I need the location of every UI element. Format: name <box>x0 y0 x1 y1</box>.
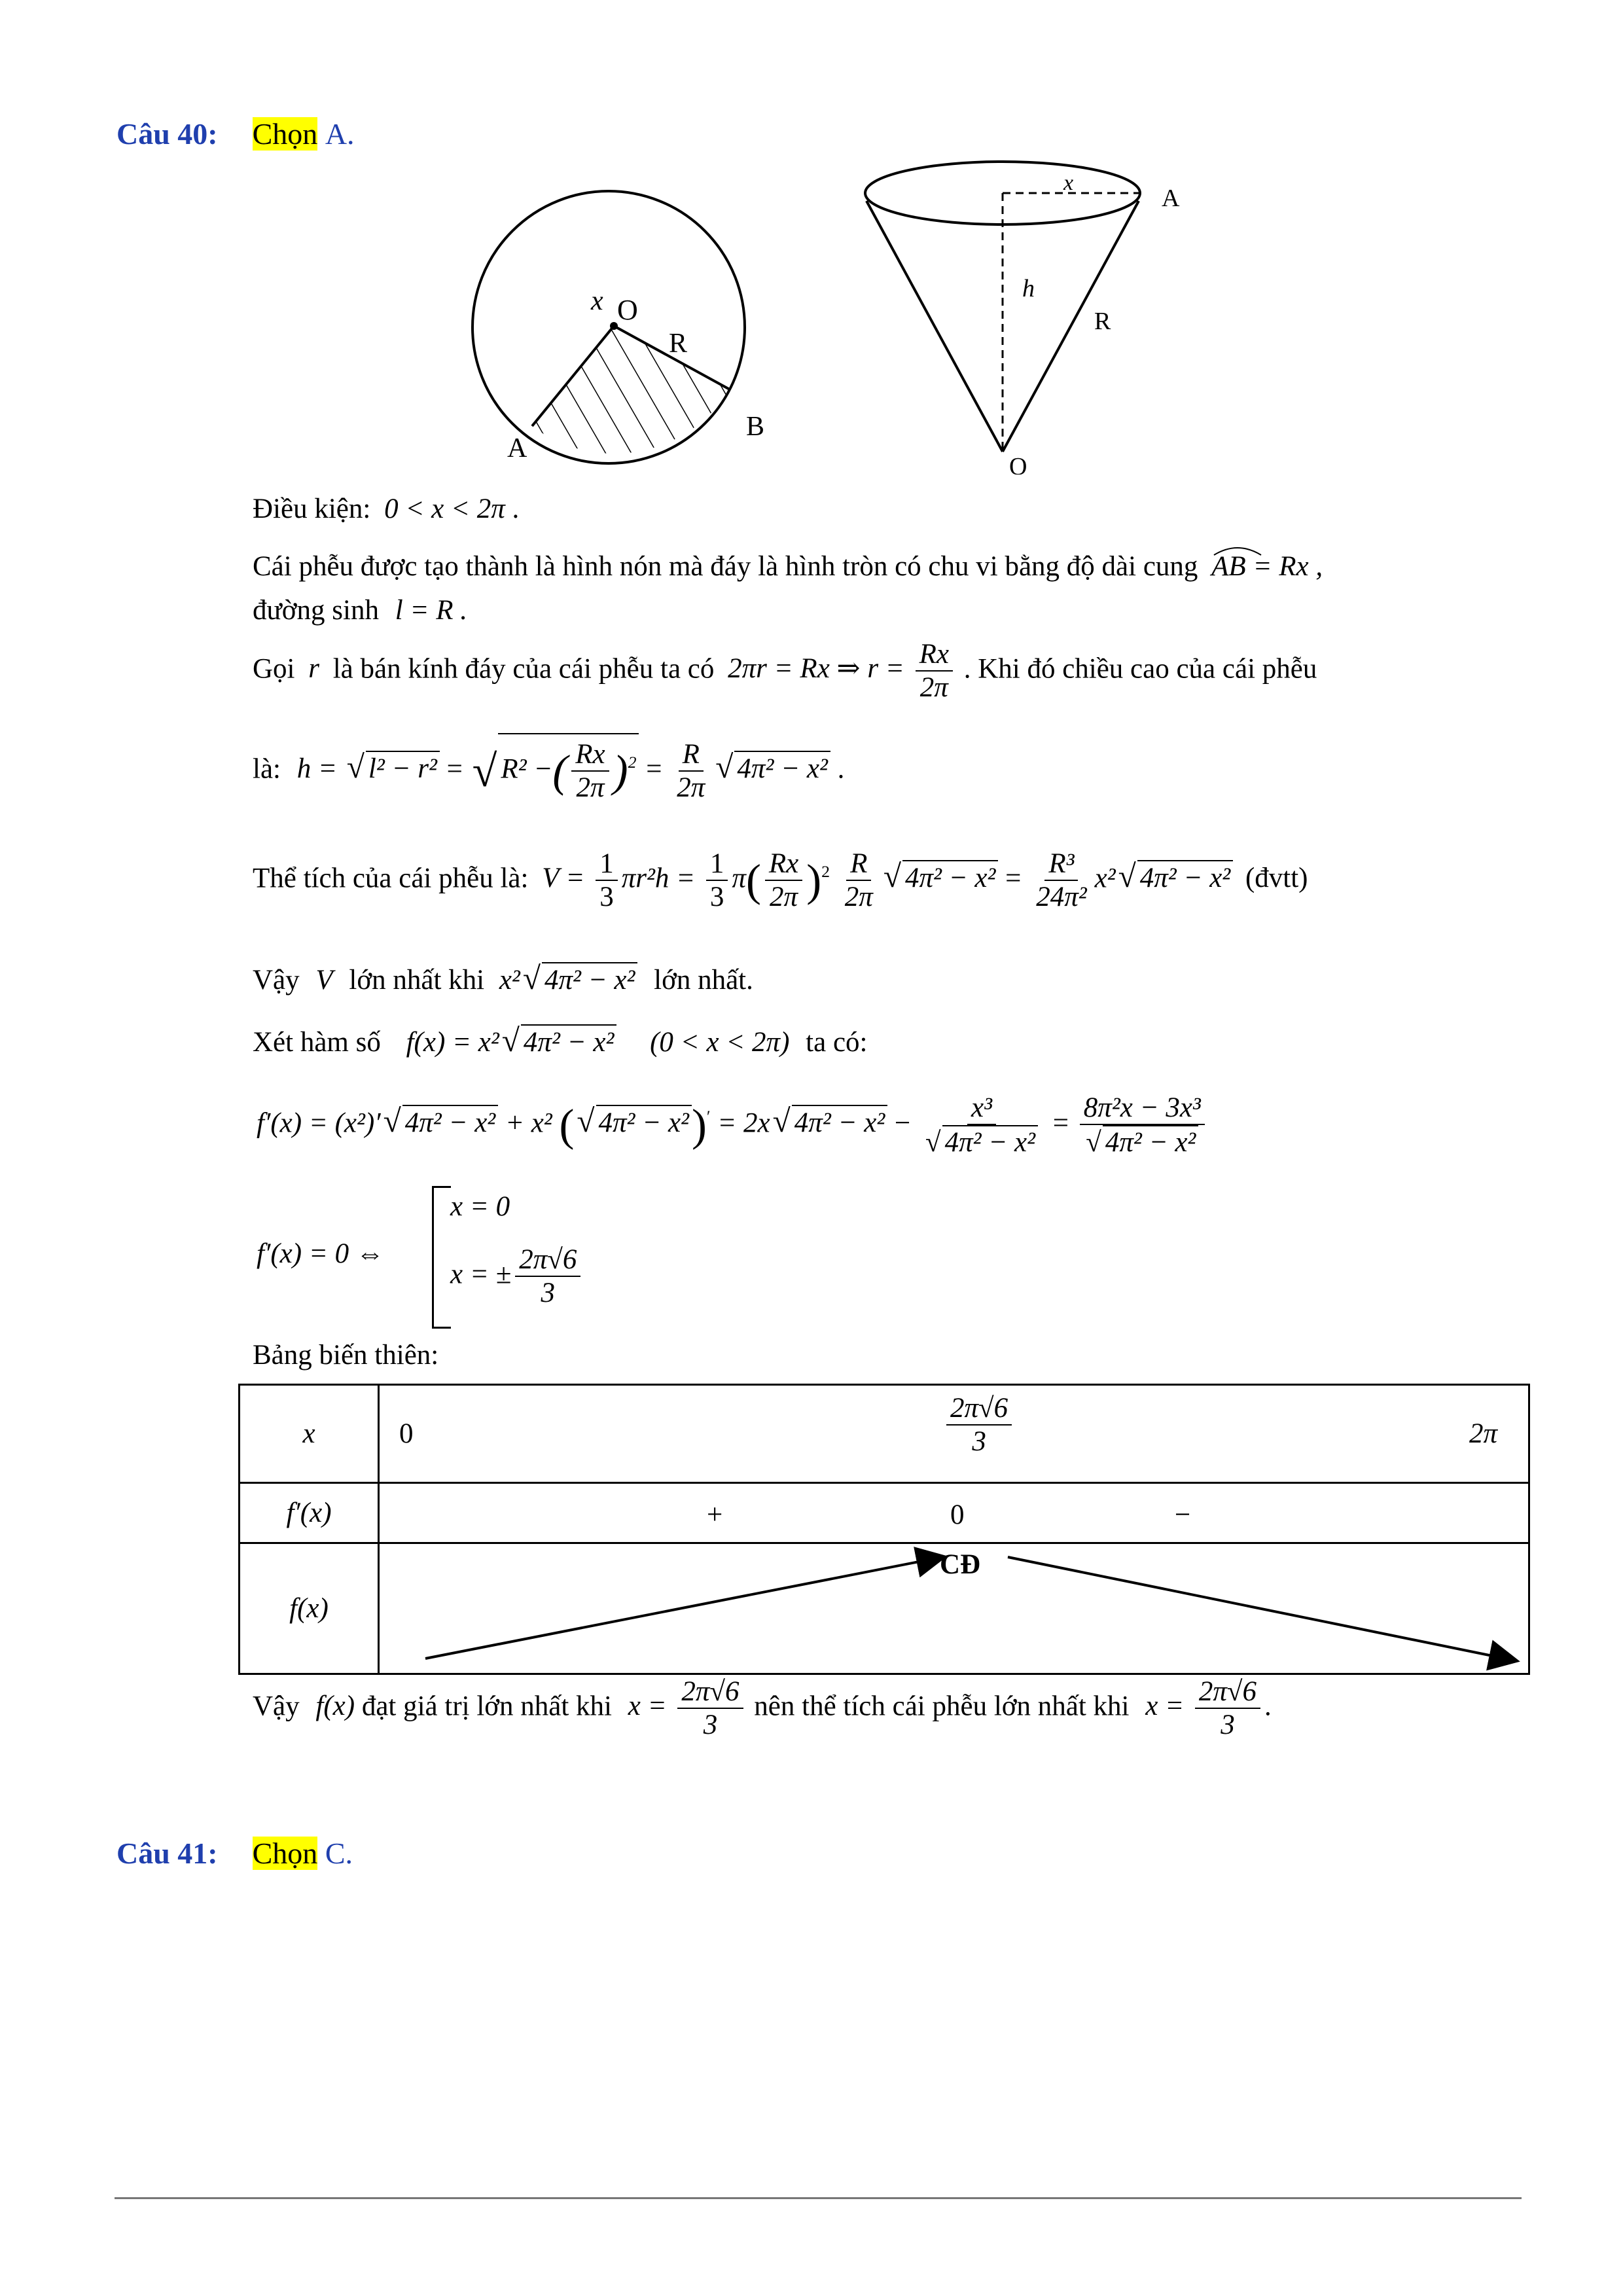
p5-text-a: Vậy <box>253 965 300 996</box>
bbt-fp-plus: + <box>707 1499 723 1530</box>
c-x: x = <box>628 1691 667 1722</box>
p2-r: r <box>308 653 319 685</box>
paren-open: ( <box>552 746 568 797</box>
d-eq2: = <box>1052 1107 1069 1139</box>
d-plus: + x² <box>505 1107 552 1139</box>
c-f: f(x) <box>315 1691 355 1722</box>
fig2-label-h: h <box>1022 275 1035 302</box>
p6-text-a: Xét hàm số <box>253 1027 381 1058</box>
fig2-label-R: R <box>1094 308 1111 335</box>
fig1-label-B: B <box>746 412 765 442</box>
cone-left-side <box>866 201 1003 452</box>
sqrt-icon: √ <box>577 1103 595 1139</box>
p4-text: Thể tích của cái phễu là: <box>253 863 529 894</box>
sqrt-icon: √ <box>501 1022 520 1058</box>
p4-pr2h: πr²h = <box>621 863 696 894</box>
bbt-arrows <box>380 1544 1528 1675</box>
paragraph-2 <box>253 638 1317 704</box>
d-frac2-num: 8π²x − 3x³ <box>1080 1092 1205 1125</box>
question-41-header <box>116 1836 353 1871</box>
fig1-label-R: R <box>669 329 688 359</box>
paren-close: ) <box>613 746 628 797</box>
cone-right-side <box>1003 201 1139 452</box>
sqrt-icon-large: √ <box>472 746 497 797</box>
c-end: . <box>1264 1691 1272 1722</box>
p2-text-a: Gọi <box>253 653 295 685</box>
sqrt-icon: √ <box>346 749 365 785</box>
p3-root2: R² −( $\frac{Rx}{2\pi}$ )$^2$ <box>498 733 639 804</box>
d-frac1-num: x³ <box>967 1092 996 1125</box>
bbt-x-label: x <box>240 1385 379 1483</box>
d-frac2 <box>1080 1092 1205 1159</box>
bbt-x0: 0 <box>399 1418 414 1449</box>
question-40-label: Câu 40: <box>116 117 218 151</box>
p4-frac-rx <box>765 848 802 914</box>
p3-frac-den: 2π <box>576 772 605 804</box>
p5-text-b: lớn nhất khi <box>349 965 485 996</box>
answer-letter: C. <box>325 1837 353 1870</box>
figure-cone <box>851 160 1204 475</box>
c-frac2 <box>1195 1676 1260 1742</box>
p1-text: Cái phễu được tạo thành là hình nón mà đáy là hình tròn có chu vi bằng độ dài cung <box>253 551 1198 582</box>
p3-text: là: <box>253 753 281 785</box>
sqrt-icon: √ <box>1118 858 1136 895</box>
p6-domain: (0 < x < 2π) <box>650 1027 790 1058</box>
condition-label: Điều kiện: <box>253 493 371 524</box>
question-41-label: Câu 41: <box>116 1837 218 1870</box>
arc-label: AB <box>1211 551 1246 582</box>
z-case1: x = 0 <box>450 1191 510 1222</box>
d-lhs: f′(x) = (x²)′ <box>257 1107 381 1139</box>
bbt-f-max: CĐ <box>940 1549 981 1580</box>
p4-frac-third2 <box>706 848 728 914</box>
paragraph-4: Thể tích của cái phễu là: V = $\frac{1}{3}$ πr²h = $\frac{1}{3}$ π( $\frac{Rx}{2\pi}$ )$^2$ $\frac{R}{2\pi}$ √ 4π² − x² = $\frac{\text{R³}}{\text{24π²}}$ x²√ 4π² − x² (đvtt) <box>253 848 1308 913</box>
choose-label: Chọn <box>252 117 318 151</box>
z-case2-lhs: x = ± <box>450 1259 512 1290</box>
question-40-header <box>116 117 355 151</box>
c-text-a: Vậy <box>253 1691 300 1722</box>
paragraph-1b <box>253 594 467 628</box>
fig2-label-A: A <box>1162 185 1180 212</box>
arc-AB <box>1211 551 1253 582</box>
sqrt-icon: √ <box>715 749 734 785</box>
p3-root2-a: R² − <box>501 753 553 785</box>
bbt-f-row <box>379 1543 1529 1674</box>
c-frac2-num: 2π√6 <box>1195 1676 1260 1709</box>
arc-symbol <box>1211 543 1264 556</box>
p4-root: 4π² − x² <box>902 860 998 895</box>
arrow-increasing <box>425 1557 942 1659</box>
bbt-fp-label: f′(x) <box>240 1483 379 1543</box>
figure-circle-sector <box>471 177 772 478</box>
p1b-math: l = R . <box>395 595 467 626</box>
p6-root: 4π² − x² <box>521 1024 616 1060</box>
p3-eq: = <box>446 753 463 785</box>
d-frac2-den: √ 4π² − x² <box>1082 1125 1202 1158</box>
condition-line: Điều kiện: 0 < x < 2π . <box>253 493 520 524</box>
c-text-b: đạt giá trị lớn nhất khi <box>361 1691 613 1722</box>
p5-text-c: lớn nhất. <box>654 965 753 996</box>
p4-three: 3 <box>599 882 614 913</box>
paragraph-1 <box>253 550 1529 584</box>
p2-fraction <box>916 638 953 704</box>
bbt-fp-zero: 0 <box>950 1499 965 1530</box>
p2-text-b: là bán kính đáy của cái phễu ta có <box>332 653 715 685</box>
d-root1: 4π² − x² <box>402 1105 498 1140</box>
derivative-line: f′(x) = (x²)′√ 4π² − x² + x² (√ 4π² − x²)′ = 2x√ 4π² − x² − $\frac{\text{x³}}{\text{√ 4π² − x²}}$ = $\frac{\text{8π²x − 3x³}}{\text{√ 4π² − x²}}$ <box>257 1092 1209 1159</box>
c-frac <box>677 1676 743 1742</box>
p2-text-c: . Khi đó chiều cao của cái phễu <box>963 653 1317 685</box>
p4-frac-third <box>596 848 618 914</box>
d-frac1 <box>921 1092 1042 1159</box>
bbt-fp-row <box>379 1483 1529 1543</box>
p3-frac2 <box>673 738 709 804</box>
p4-three-2: 3 <box>709 882 724 913</box>
p4-pi: π <box>732 863 746 894</box>
z-lhs: f′(x) = 0 ⇔ <box>257 1238 384 1269</box>
bbt-f-label: f(x) <box>240 1543 379 1674</box>
p6-f: f(x) = x² <box>406 1027 499 1058</box>
fig2-label-O: O <box>1009 453 1027 475</box>
p4-eq: = <box>1005 863 1022 894</box>
fig1-label-A: A <box>507 433 527 463</box>
paragraph-6 <box>253 1021 868 1060</box>
c-frac2-den: 3 <box>1221 1710 1235 1741</box>
p4-V: V = <box>542 863 585 894</box>
d-frac2-den-root: 4π² − x² <box>1103 1125 1198 1158</box>
p3-frac-num: Rx <box>571 738 609 772</box>
paragraph-3: là: h = √ l² − r² = √ R² −( $\frac{Rx}{2\pi}$ )$^2$ = $\frac{R}{2\pi}$ √ 4π² − x² . <box>253 733 844 804</box>
d-frac1-den-root: 4π² − x² <box>942 1125 1038 1158</box>
p4-24pi2: 24π² <box>1036 882 1087 913</box>
case-bracket <box>432 1186 451 1329</box>
z-case2-frac <box>515 1244 580 1310</box>
p4-r: R <box>846 848 871 881</box>
d-eq: = 2x <box>717 1107 770 1139</box>
p5-math: x² <box>499 965 520 996</box>
p4-2pi: 2π <box>770 882 798 913</box>
p3-frac2-den: 2π <box>677 772 705 804</box>
bbt-x-row <box>379 1385 1529 1483</box>
p4-root2: 4π² − x² <box>1137 860 1233 895</box>
p6-text-b: ta có: <box>806 1027 868 1058</box>
bbt-label: Bảng biến thiên: <box>253 1340 439 1371</box>
p4-2pi-b: 2π <box>844 882 873 913</box>
paragraph-5 <box>253 959 753 997</box>
variation-table <box>238 1384 1530 1675</box>
c-x2: x = <box>1145 1691 1185 1722</box>
d-root2: 4π² − x² <box>596 1105 692 1140</box>
bbt-fp-minus: − <box>1175 1499 1191 1530</box>
p4-one-2: 1 <box>706 848 728 881</box>
c-text-c: nên thể tích cái phễu lớn nhất khi <box>754 1691 1130 1722</box>
p3-root3: 4π² − x² <box>734 751 830 786</box>
conclusion <box>253 1676 1272 1742</box>
p3-eq2: = <box>646 753 662 785</box>
d-frac1-den: √ 4π² − x² <box>921 1125 1042 1158</box>
bbt-x-end: 2π <box>1469 1418 1498 1449</box>
p4-one: 1 <box>596 848 618 881</box>
p4-frac-r3 <box>1032 848 1090 914</box>
p3-frac2-num: R <box>679 738 704 772</box>
p4-unit: (đvtt) <box>1245 863 1308 894</box>
p3-h: h = <box>296 753 344 785</box>
answer-letter: A. <box>325 117 355 151</box>
p2-frac-num: Rx <box>916 638 953 672</box>
p5-V: V <box>315 965 333 996</box>
fig1-label-x: x <box>591 286 603 316</box>
p1b-text: đường sinh <box>253 595 379 626</box>
z-case2-den: 3 <box>541 1278 556 1309</box>
fig1-label-O: O <box>617 294 638 326</box>
sqrt-icon: √ <box>522 960 541 996</box>
fig2-label-x: x <box>1063 171 1074 195</box>
footer-divider <box>115 2197 1522 2199</box>
arrow-decreasing <box>1008 1557 1515 1660</box>
choose-label: Chọn <box>252 1837 318 1870</box>
z-case2 <box>450 1244 584 1310</box>
bbt-x-mid <box>946 1392 1012 1458</box>
sqrt-icon: √ <box>383 1103 401 1139</box>
p3-frac <box>571 738 609 804</box>
bbt-x-mid-num: 2π√6 <box>946 1392 1012 1426</box>
p2-math: 2πr = Rx ⇒ r = <box>728 653 904 685</box>
zero-equation <box>257 1237 384 1271</box>
c-frac-num: 2π√6 <box>677 1676 743 1709</box>
p2-frac-den: 2π <box>919 672 948 704</box>
sqrt-icon: √ <box>772 1103 791 1139</box>
p4-rx: Rx <box>765 848 802 881</box>
sqrt-icon: √ <box>883 858 901 895</box>
p4-x2: x² <box>1094 863 1116 894</box>
p3-root1: l² − r² <box>366 751 440 786</box>
condition-math: 0 < x < 2π <box>384 493 505 524</box>
p1-eq: = Rx , <box>1253 551 1323 582</box>
bbt-x-mid-den: 3 <box>972 1426 986 1458</box>
p5-root: 4π² − x² <box>542 962 637 997</box>
z-case2-num: 2π√6 <box>515 1244 580 1277</box>
d-minus: − <box>894 1107 911 1139</box>
p4-frac-r <box>841 848 877 914</box>
c-frac-den: 3 <box>703 1710 718 1741</box>
d-root3: 4π² − x² <box>792 1105 887 1140</box>
p4-r3: R³ <box>1044 848 1078 881</box>
